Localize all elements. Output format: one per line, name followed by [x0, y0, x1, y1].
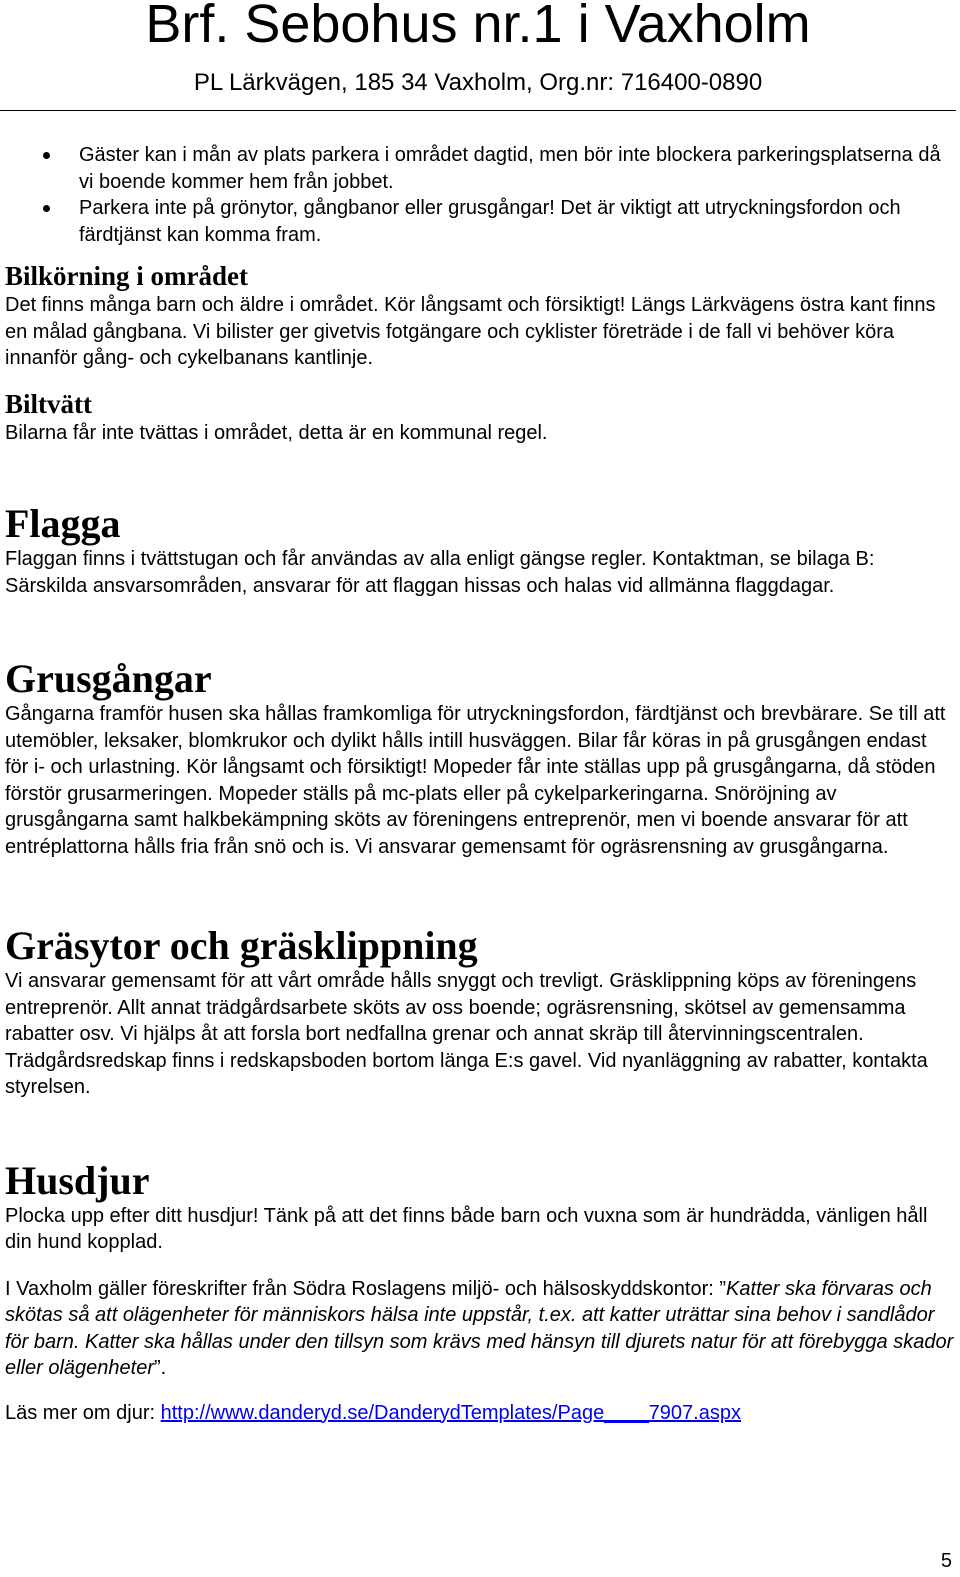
paragraph-husdjur: Plocka upp efter ditt husdjur! Tänk på att det finns både barn och vuxna som är hundrädda, vänligen håll din hund kopplad. [5, 1204, 928, 1253]
heading-biltvatt: Biltvätt [5, 388, 92, 419]
document-title: Brf. Sebohus nr.1 i Vaxholm [145, 0, 811, 54]
heading-bilkorning: Bilkörning i området [5, 261, 249, 291]
heading-grasytor: Gräsytor och gräsklippning [5, 923, 478, 968]
header-divider [0, 110, 956, 111]
bullet-icon [43, 205, 50, 212]
djur-info-link[interactable]: http://www.danderyd.se/DanderydTemplates/Page____7907.aspx [160, 1401, 741, 1424]
paragraph-grasytor: Vi ansvarar gemensamt för att vårt område hålls snyggt och trevligt. Gräsklippning köps av föreningens entreprenör. Allt annat trädgårdsarbete sköts av oss boende; ogräsrensning, skötsel av gemensamma rabatter osv. Vi hjälps åt att forsla bort nedfallna grenar och annat skräp till återvinningscentralen. Trädgårdsredskap finns i redskapsboden bortom länga E:s gavel. Vid nyanläggning av rabatter, kontakta styrelsen. [5, 970, 928, 1098]
list-item [5, 195, 955, 248]
bullet-icon [43, 152, 50, 159]
paragraph-biltvatt: Bilarna får inte tvättas i området, detta är en kommunal regel. [5, 421, 548, 444]
bullet-text: Parkera inte på grönytor, gångbanor eller grusgångar! Det är viktigt att utryckningsfordon och färdtjänst kan komma fram. [79, 197, 901, 246]
paragraph-las-mer [5, 1400, 955, 1427]
bullet-text: Gäster kan i mån av plats parkera i området dagtid, men bör inte blockera parkeringsplatserna då vi boende kommer hem från jobbet. [79, 144, 941, 193]
heading-husdjur: Husdjur [5, 1157, 150, 1203]
las-mer-label: Läs mer om djur: [5, 1401, 161, 1424]
parking-bullet-list [5, 142, 955, 248]
list-item [5, 142, 955, 195]
page-content [5, 142, 955, 1426]
heading-grusgangar: Grusgångar [5, 656, 212, 701]
paragraph-bilkorning: Det finns många barn och äldre i området. Kör långsamt och försiktigt! Längs Lärkvägens östra kant finns en målad gångbana. Vi bilister ger givetvis fotgängare och cyklister företräde i de fall vi behöver köra innanför gång- och cykelbanans kantlinje. [5, 294, 936, 369]
regel-slut: ”. [154, 1357, 167, 1379]
document-subtitle: PL Lärkvägen, 185 34 Vaxholm, Org.nr: 716400-0890 [193, 69, 763, 96]
regel-citat: Katter ska förvaras och skötas så att olägenheter för människors hälsa inte uppstår, t.ex. att katter uträttar sina behov i sandlådor för barn. Katter ska hållas under den tillsyn som krävs med hänsyn till djurets natur för att förebygga skador eller olägenheter [5, 1277, 954, 1379]
regel-intro: I Vaxholm gäller föreskrifter från Södra Roslagens miljö- och hälsoskyddskontor: ” [5, 1277, 727, 1300]
heading-flagga: Flagga [5, 501, 121, 546]
paragraph-flagga: Flaggan finns i tvättstugan och får användas av alla enligt gängse regler. Kontaktman, se bilaga B: Särskilda ansvarsområden, ansvarar för att flaggan hissas och halas vid allmänna flaggdagar. [5, 548, 875, 597]
paragraph-regel [5, 1276, 955, 1382]
paragraph-grusgangar: Gångarna framför husen ska hållas framkomliga för utryckningsfordon, färdtjänst och brevbärare. Se till att utemöbler, leksaker, blomkrukor och dylikt hålls intill husväggen. Bilar får köras in på grusgången endast för i- och urlastning. Kör långsamt och försiktigt! Mopeder får inte ställas upp på grusgångarna, då stöden förstör grusarmeringen. Mopeder ställs på mc-plats eller på cykelparkeringarna. Snöröjning av grusgångarna samt halkbekämpning sköts av föreningens entreprenör, men vi boende ansvarar för att entréplattorna hålls fria från snö och is. Vi ansvarar gemensamt för ogräsrensning av grusgångarna. [5, 703, 946, 858]
page-number: 5 [940, 1550, 952, 1572]
